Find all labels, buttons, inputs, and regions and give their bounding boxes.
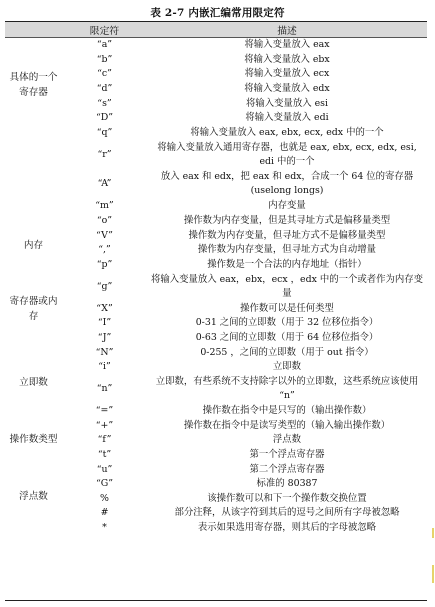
description-cell: 操作数在指令中是读写类型的（输入输出操作数） xyxy=(183,419,391,431)
table-body xyxy=(5,38,427,600)
page-edge-mark xyxy=(432,528,434,538)
qualifier-cell: “b” xyxy=(96,53,113,65)
table-row xyxy=(62,258,427,273)
description-cell: 操作数为内存变量，但寻址方式不是偏移量类型 xyxy=(188,229,386,241)
description-cell: 将输入变量放入 eax xyxy=(244,39,330,51)
qualifier-cell: “t” xyxy=(97,449,112,461)
qualifier-cell: “N” xyxy=(95,346,114,358)
table-row xyxy=(62,477,427,492)
qualifier-cell: % xyxy=(100,492,109,504)
description-cell: 放入 eax 和 edx，把 eax 和 edx，合成一个 64 位的寄存器 (uselong longs) xyxy=(160,171,414,197)
table-row xyxy=(62,448,427,463)
category-label: 内存 xyxy=(23,240,44,251)
category-label: 浮点数 xyxy=(19,491,48,502)
category-label: 具体的一个寄存器 xyxy=(9,72,58,98)
table-row xyxy=(62,214,427,229)
table-row xyxy=(62,360,427,375)
header-description: 描述 xyxy=(277,25,297,37)
description-cell: 操作数为内存变量，但是其寻址方式是偏移量类型 xyxy=(183,214,391,226)
qualifier-cell: “f” xyxy=(97,434,112,446)
table-header xyxy=(5,22,427,38)
qualifier-cell: “A” xyxy=(97,178,112,190)
qualifier-cell: “I” xyxy=(97,317,112,329)
description-cell: 将输入变量放入 eax, ebx, ecx, edx 中的一个 xyxy=(190,126,384,138)
qualifier-cell: “g” xyxy=(96,280,113,292)
qualifier-cell: “q” xyxy=(96,126,113,138)
table-row xyxy=(62,404,427,419)
table-row xyxy=(62,126,427,141)
description-cell: 部分注释，从该字符到其后的逗号之间所有字母被忽略 xyxy=(174,507,400,519)
qualifier-cell: “D” xyxy=(95,112,114,124)
table-row xyxy=(62,302,427,317)
description-cell: 将输入变量放入 eax，ebx，ecx ，edx 中的一个或者作为内存变量 xyxy=(150,273,423,299)
qualifier-cell: “c” xyxy=(97,68,112,80)
qualifier-cell: “m” xyxy=(95,200,114,212)
description-cell: 操作数为内存变量，但寻址方式为自动增量 xyxy=(197,244,377,256)
table-row xyxy=(62,199,427,214)
table-row xyxy=(62,53,427,68)
description-cell: 0-63 之间的立即数（用于 64 位移位指令） xyxy=(195,332,379,343)
category-label: 寄存器或内存 xyxy=(9,296,58,322)
description-cell: 将输入变量放入 ecx xyxy=(244,68,330,80)
qualifier-table xyxy=(5,21,427,601)
qualifier-cell: “d” xyxy=(96,82,113,94)
description-cell: 立即数 xyxy=(272,361,302,373)
table-row xyxy=(62,345,427,360)
table-row xyxy=(62,433,427,448)
table-row xyxy=(62,462,427,477)
qualifier-cell: “=” xyxy=(95,405,114,417)
qualifier-cell: “,” xyxy=(98,244,111,256)
description-cell: 0-31 之间的立即数（用于 32 位移位指令） xyxy=(195,317,379,329)
qualifier-cell: “X” xyxy=(96,302,113,314)
table-row xyxy=(62,82,427,97)
qualifier-cell: # xyxy=(100,507,109,519)
table-rows xyxy=(62,38,427,535)
description-cell: 将输入变量放入通用寄存器，也就是 eax, ebx, ecx, edx, esi, edi 中的一个 xyxy=(157,141,417,167)
table-row xyxy=(62,375,427,405)
description-cell: 该操作数可以和下一个操作数交换位置 xyxy=(207,492,367,504)
description-cell: 操作数可以是任何类型 xyxy=(240,302,334,314)
table-row xyxy=(62,67,427,82)
category-label: 立即数 xyxy=(19,377,48,388)
description-cell: 操作数在指令中是只写的（输出操作数） xyxy=(202,405,372,417)
table-row xyxy=(62,38,427,53)
qualifier-cell: “p” xyxy=(96,258,113,270)
table-row xyxy=(62,170,427,200)
description-cell: 将输入变量放入 ebx xyxy=(244,53,330,65)
table-row xyxy=(62,521,427,536)
description-cell: 第二个浮点寄存器 xyxy=(249,463,325,475)
table-row xyxy=(62,243,427,258)
table-row xyxy=(62,506,427,521)
description-cell: 0-255 ，之间的立即数（用于 out 指令） xyxy=(200,346,374,358)
qualifier-cell: “r” xyxy=(97,148,112,160)
description-cell: 将输入变量放入 edi xyxy=(245,112,329,124)
qualifier-cell: “o” xyxy=(96,214,113,226)
qualifier-cell: “u” xyxy=(96,463,113,475)
category-label: 操作数类型 xyxy=(9,434,58,445)
table-row xyxy=(62,272,427,302)
qualifier-cell: “s” xyxy=(97,97,112,109)
table-row xyxy=(62,331,427,346)
table-row xyxy=(62,111,427,126)
table-row xyxy=(62,228,427,243)
table-row xyxy=(62,140,427,170)
page-edge-mark xyxy=(432,565,434,583)
description-cell: 将输入变量放入 esi xyxy=(246,97,328,109)
table-caption: 表 2-7 内嵌汇编常用限定符 xyxy=(150,7,285,19)
qualifier-cell: “n” xyxy=(96,383,113,395)
description-cell: 操作数是一个合法的内存地址（指针） xyxy=(207,258,367,270)
description-cell: 标准的 80387 xyxy=(256,478,318,490)
qualifier-cell: “+” xyxy=(95,419,114,431)
qualifier-cell: * xyxy=(102,522,107,534)
description-cell: 第一个浮点寄存器 xyxy=(249,449,325,461)
description-cell: 表示如果选用寄存器，则其后的字母被忽略 xyxy=(197,522,377,534)
table-row xyxy=(62,492,427,507)
description-cell: 立即数，有些系统不支持除字以外的立即数，这些系统应该使用 “n” xyxy=(155,376,419,402)
table-row xyxy=(62,316,427,331)
table-row xyxy=(62,419,427,434)
qualifier-cell: “J” xyxy=(97,332,112,343)
qualifier-cell: “V” xyxy=(96,229,113,241)
table-row xyxy=(62,96,427,111)
description-cell: 浮点数 xyxy=(272,434,302,446)
description-cell: 内存变量 xyxy=(268,200,306,212)
header-qualifier: 限定符 xyxy=(89,25,120,37)
qualifier-cell: “i” xyxy=(98,361,111,373)
qualifier-cell: “a” xyxy=(96,39,113,51)
description-cell: 将输入变量放入 edx xyxy=(244,82,330,94)
qualifier-cell: “G” xyxy=(95,478,114,490)
